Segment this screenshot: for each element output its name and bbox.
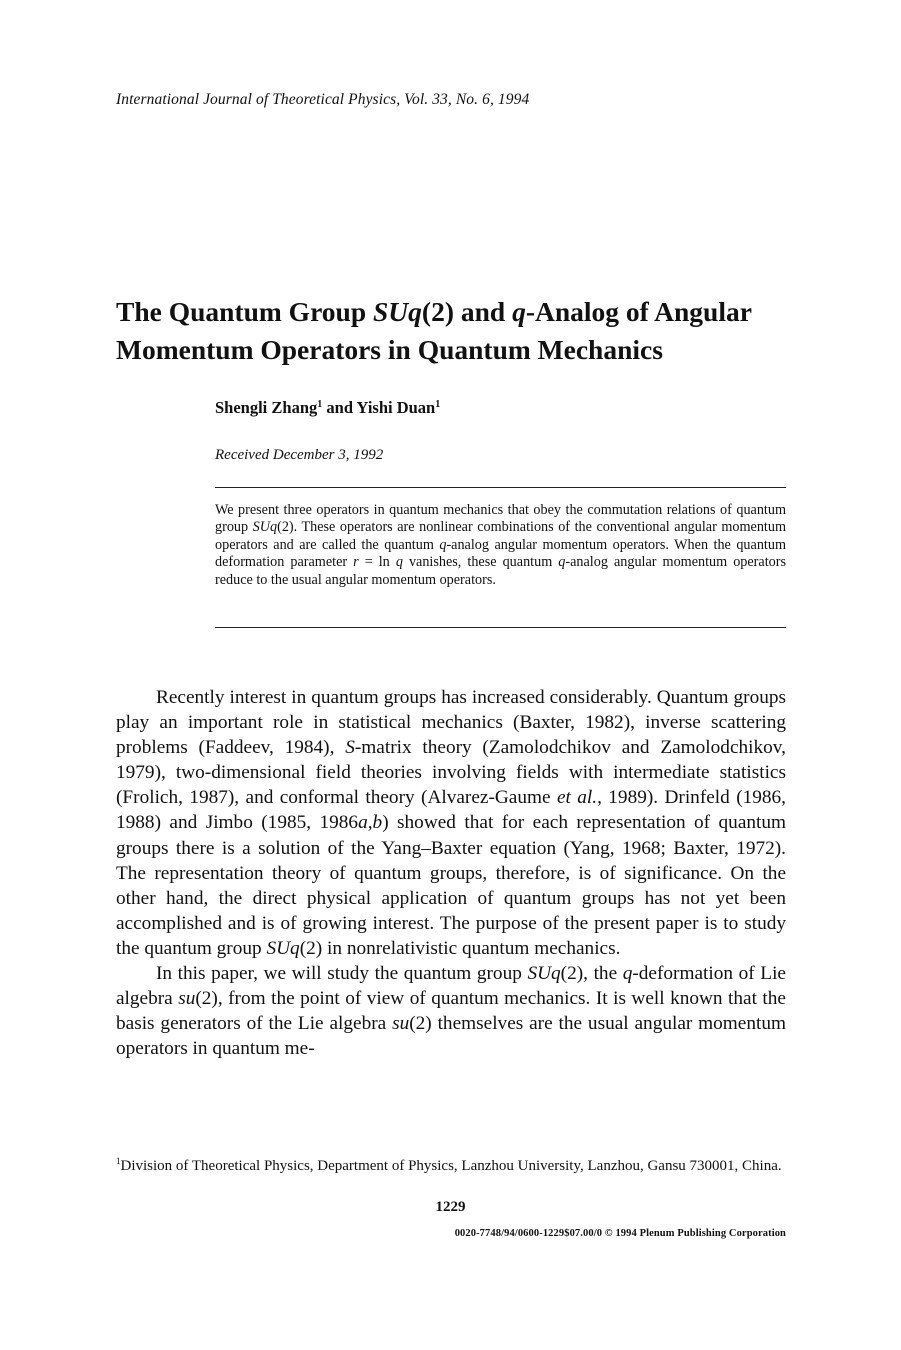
abstract-text: We present three operators in quantum mechanics that obey the commutation relations of quantum group: [215, 502, 786, 536]
abstract-text: -analog angular momentum operators. When the quantum deformation parameter: [215, 536, 786, 571]
footnote-text: Division of Theoretical Physics, Department of Physics, Lanzhou University, Lanzhou, Gansu 730001, China.: [120, 1158, 782, 1174]
body-text: (2) themselves are the usual angular momentum operators in quantum me-: [116, 1013, 786, 1060]
abstract-top-rule: [215, 487, 786, 488]
math-symbol: q: [395, 554, 403, 571]
math-symbol: S: [345, 737, 355, 759]
citation-suffix: a,b: [358, 812, 383, 834]
body-paragraph: [116, 961, 786, 1061]
title-text: The Quantum Group: [116, 296, 373, 327]
abstract-text: = ln: [358, 554, 396, 571]
body-text: Recently interest in quantum groups has increased considerably. Quantum groups play an important role in statistical mechanics (Baxter, 1982), inverse scattering problems (Faddeev, 1984),: [116, 687, 786, 759]
math-symbol: q: [439, 536, 447, 553]
abstract-text: vanishes, these quantum: [402, 554, 559, 571]
math-symbol: SUq: [527, 963, 561, 985]
footnote-marker: 1: [116, 1156, 121, 1166]
body-text: (2), from the point of view of quantum mechanics. It is well known that the basis generators of the Lie algebra: [116, 988, 786, 1035]
abstract-paragraph: [215, 502, 786, 589]
math-symbol: r: [353, 554, 359, 571]
body-text: -deformation of Lie algebra: [116, 963, 786, 1010]
main-text: [116, 685, 786, 1061]
math-symbol: q: [558, 554, 566, 571]
abstract-text: (2). These operators are nonlinear combinations of the conventional angular momentum operators and are called the quantum: [215, 519, 786, 553]
title-text: (2) and: [421, 296, 513, 327]
journal-header: International Journal of Theoretical Physics, Vol. 33, No. 6, 1994: [116, 91, 530, 108]
math-symbol: SUq: [266, 937, 300, 959]
body-text: -matrix theory (Zamolodchikov and Zamolodchikov, 1979), two-dimensional field theories involving fields with intermediate statistics (Frolich, 1987), and conformal theory (Alvarez-Gaume: [116, 737, 786, 809]
abstract-bottom-rule: [215, 627, 786, 628]
affiliation-marker: 1: [435, 399, 441, 410]
body-text: , 1989). Drinfeld (1986, 1988) and Jimbo (1985, 1986: [116, 787, 786, 834]
math-symbol: su: [392, 1013, 410, 1035]
title-q-symbol: q: [512, 296, 526, 327]
title-text: -Analog of Angular: [525, 296, 752, 327]
author-name: Yishi Duan: [356, 398, 436, 417]
footnote: [116, 1151, 786, 1176]
author-list: [215, 398, 440, 418]
title-line-2: Momentum Operators in Quantum Mechanics: [116, 334, 663, 365]
body-text: (2) in nonrelativistic quantum mechanics.: [299, 937, 621, 959]
body-paragraph: [116, 685, 786, 961]
author-conjunction: and: [322, 398, 357, 417]
body-text: In this paper, we will study the quantum group: [156, 963, 528, 985]
title-group-symbol: SUq: [373, 296, 422, 327]
math-symbol: SUq: [252, 519, 278, 536]
footnote-paragraph: [116, 1151, 786, 1176]
author-name: Shengli Zhang: [215, 398, 318, 417]
received-date: Received December 3, 1992: [215, 447, 384, 463]
math-symbol: su: [178, 988, 196, 1010]
math-symbol: q: [622, 963, 633, 985]
body-text: (2), the: [560, 963, 623, 985]
body-text: ) showed that for each representation of quantum groups there is a solution of the Yang–Baxter equation (Yang, 1968; Baxter, 1972). The representation theory of quantum groups, therefore, is of significance. On the other hand, the direct physical application of quantum groups has not yet been accomplished and is of growing interest. The purpose of the present paper is to study the quantum group: [116, 812, 787, 959]
abstract: [215, 502, 786, 589]
abstract-text: -analog angular momentum operators reduce to the usual angular momentum operators.: [215, 554, 786, 588]
page-number: 1229: [435, 1199, 466, 1215]
citation-etal: et al.: [556, 787, 598, 809]
paper-title: [116, 293, 806, 369]
copyright-line: 0020-7748/94/0600-1229$07.00/0 © 1994 Plenum Publishing Corporation: [454, 1228, 786, 1239]
affiliation-marker: 1: [317, 399, 323, 410]
